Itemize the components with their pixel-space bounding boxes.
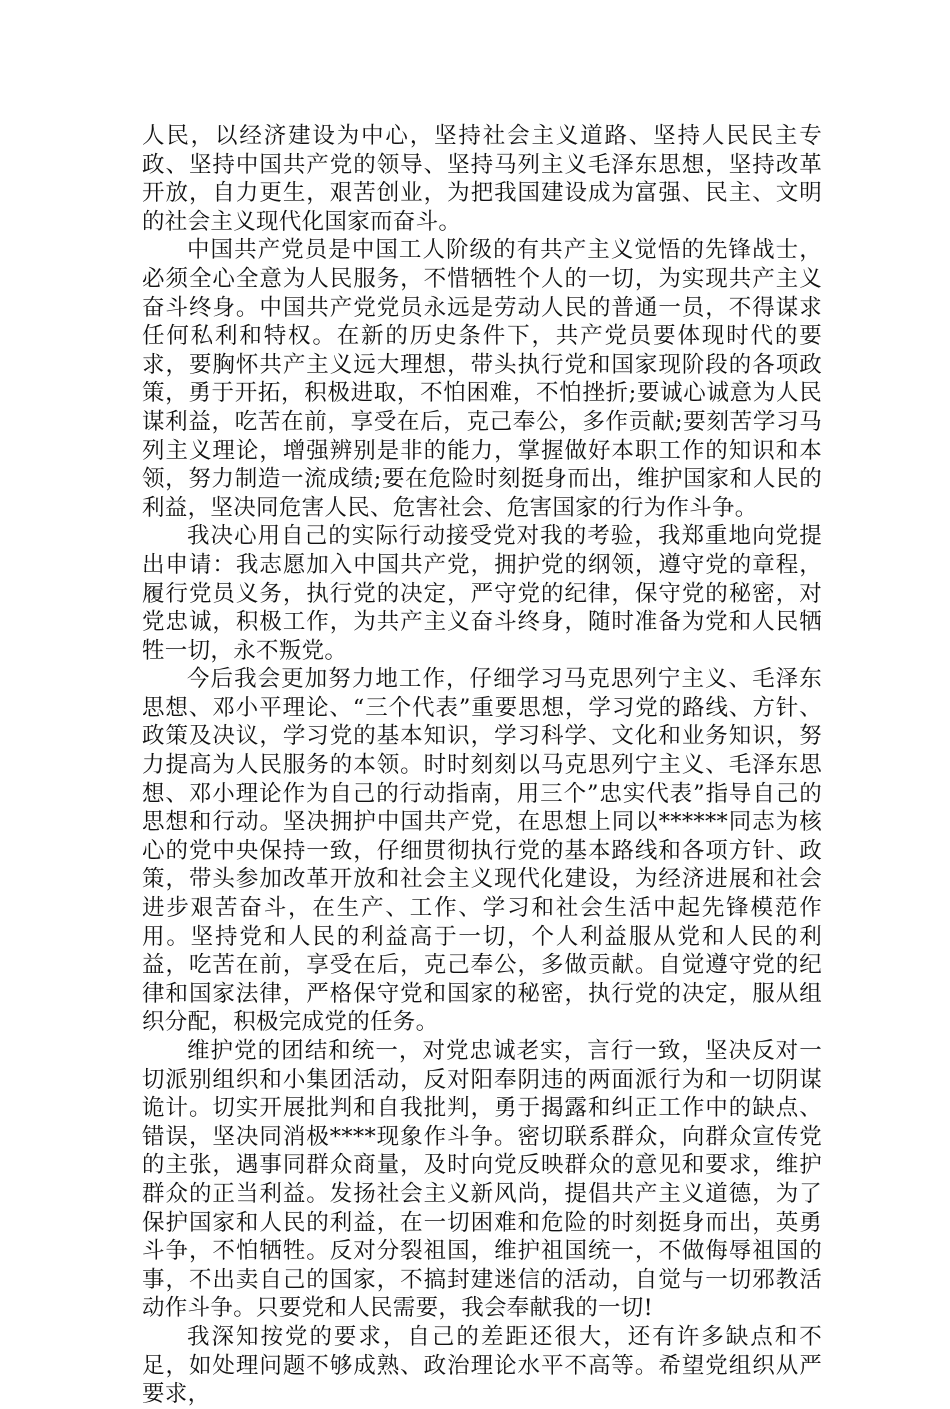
paragraph-6: 我深知按党的要求，自己的差距还很大，还有许多缺点和不足，如处理问题不够成熟、政治理论水平不高等。希望党组织从严要求， xyxy=(142,1323,822,1408)
paragraph-5: 维护党的团结和统一，对党忠诚老实，言行一致，坚决反对一切派别组织和小集团活动，反对阳奉阴违的两面派行为和一切阴谋诡计。切实开展批判和自我批判，勇于揭露和纠正工作中的缺点、错误，坚决同消极****现象作斗争。密切联系群众，向群众宣传党的主张，遇事同群众商量，及时向党反映群众的意见和要求，维护群众的正当利益。发扬社会主义新风尚，提倡共产主义道德，为了保护国家和人民的利益，在一切困难和危险的时刻挺身而出，英勇斗争，不怕牺牲。反对分裂祖国，维护祖国统一，不做侮辱祖国的事，不出卖自己的国家，不搞封建迷信的活动，自觉与一切邪教活动作斗争。只要党和人民需要，我会奉献我的一切! xyxy=(142,1038,822,1322)
paragraph-3: 我决心用自己的实际行动接受党对我的考验，我郑重地向党提出申请：我志愿加入中国共产党，拥护党的纲领，遵守党的章程，履行党员义务，执行党的决定，严守党的纪律，保守党的秘密，对党忠诚，积极工作，为共产主义奋斗终身，随时准备为党和人民牺牲一切，永不叛党。 xyxy=(142,523,822,664)
paragraph-2: 中国共产党员是中国工人阶级的有共产主义觉悟的先锋战士，必须全心全意为人民服务，不惜牺牲个人的一切，为实现共产主义奋斗终身。中国共产党党员永远是劳动人民的普通一员，不得谋求任何私利和特权。在新的历史条件下，共产党员要体现时代的要求，要胸怀共产主义远大理想，带头执行党和国家现阶段的各项政策，勇于开拓，积极进取，不怕困难，不怕挫折;要诚心诚意为人民谋利益，吃苦在前，享受在后，克己奉公，多作贡献;要刻苦学习马列主义理论，增强辨别是非的能力，掌握做好本职工作的知识和本领，努力制造一流成绩;要在危险时刻挺身而出，维护国家和人民的利益，坚决同危害人民、危害社会、危害国家的行为作斗争。 xyxy=(142,237,822,521)
document-page xyxy=(142,122,822,1409)
paragraph-1: 人民，以经济建设为中心，坚持社会主义道路、坚持人民民主专政、坚持中国共产党的领导、坚持马列主义毛泽东思想，坚持改革开放，自力更生，艰苦创业，为把我国建设成为富强、民主、文明的社会主义现代化国家而奋斗。 xyxy=(142,123,822,235)
paragraph-4: 今后我会更加努力地工作，仔细学习马克思列宁主义、毛泽东思想、邓小平理论、“三个代表”重要思想，学习党的路线、方针、政策及决议，学习党的基本知识，学习科学、文化和业务知识，努力提高为人民服务的本领。时时刻刻以马克思列宁主义、毛泽东思想、邓小理论作为自己的行动指南，用三个”忠实代表”指导自己的思想和行动。坚决拥护中国共产党，在思想上同以******同志为核心的党中央保持一致，仔细贯彻执行党的基本路线和各项方针、政策，带头参加改革开放和社会主义现代化建设，为经济进展和社会进步艰苦奋斗，在生产、工作、学习和社会生活中起先锋模范作用。坚持党和人民的利益高于一切，个人利益服从党和人民的利益，吃苦在前，享受在后，克己奉公，多做贡献。自觉遵守党的纪律和国家法律，严格保守党和国家的秘密，执行党的决定，服从组织分配，积极完成党的任务。 xyxy=(142,666,822,1036)
